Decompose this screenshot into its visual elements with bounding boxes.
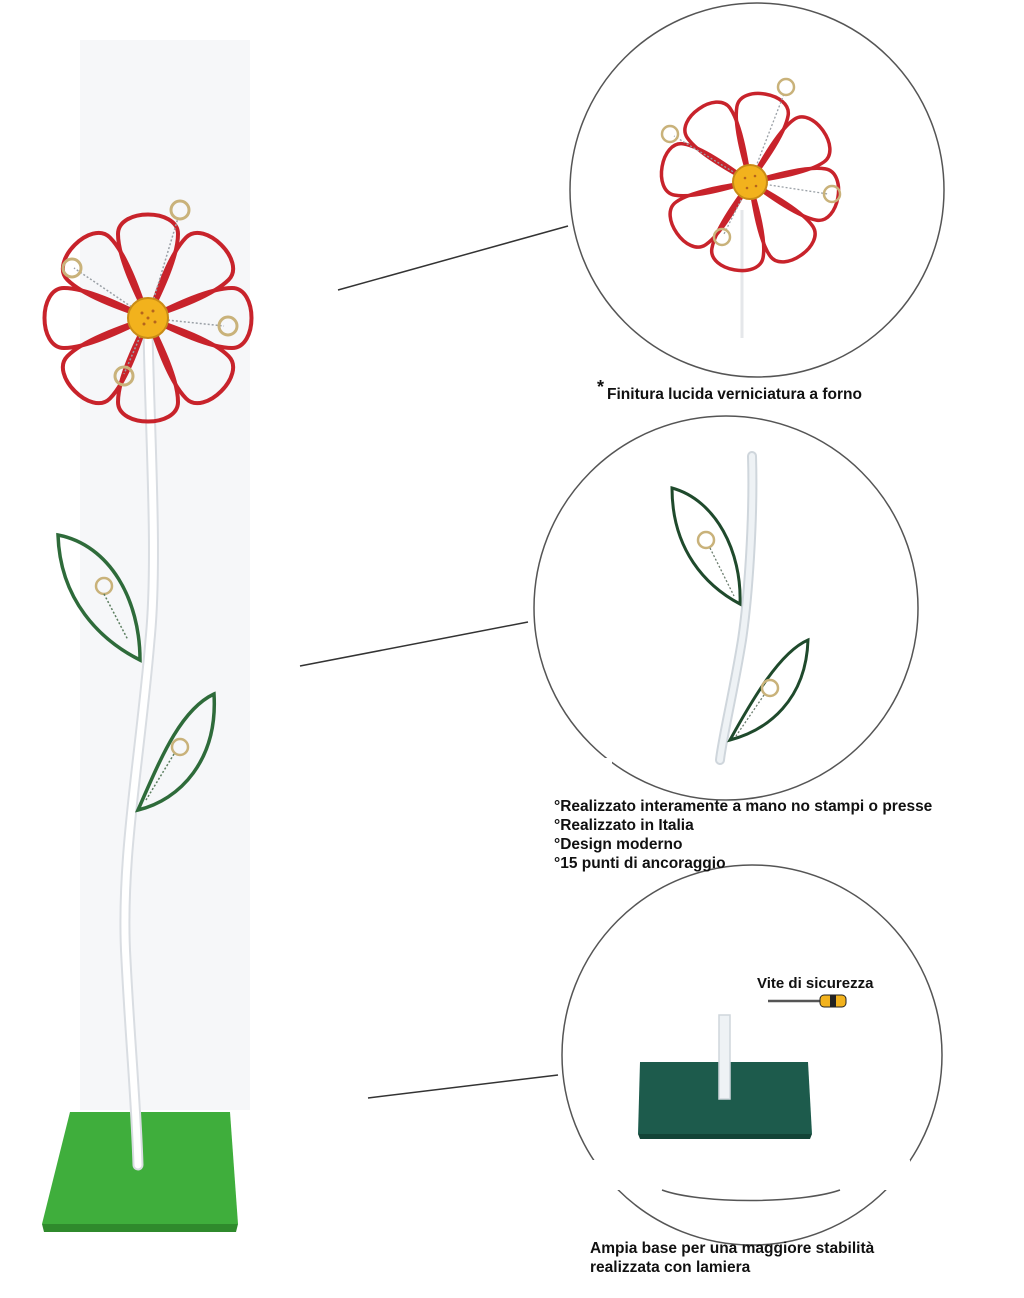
finish-star: *: [597, 377, 605, 397]
detail-circle-base: [562, 865, 942, 1245]
feature-line: °Realizzato interamente a mano no stampi o presse: [554, 798, 933, 815]
feature-line: °15 punti di ancoraggio: [554, 855, 726, 872]
base-line: realizzata con lamiera: [590, 1259, 751, 1276]
screw-label: Vite di sicurezza: [757, 975, 874, 992]
detail-circle-stem: [534, 412, 918, 800]
features-caption: [554, 797, 932, 873]
finish-caption: [597, 377, 862, 404]
base-line: Ampia base per una maggiore stabilità: [590, 1240, 875, 1257]
base-caption: [590, 1239, 874, 1277]
finish-text: Finitura lucida verniciatura a forno: [607, 386, 862, 403]
detail-circle-flower: [570, 3, 944, 377]
feature-line: °Design moderno: [554, 836, 683, 853]
backdrop-panel: [80, 40, 250, 1110]
connector-line-stem: [300, 622, 528, 666]
feature-line: °Realizzato in Italia: [554, 817, 694, 834]
connector-line-flower: [338, 226, 568, 290]
connector-line-base: [368, 1075, 558, 1098]
